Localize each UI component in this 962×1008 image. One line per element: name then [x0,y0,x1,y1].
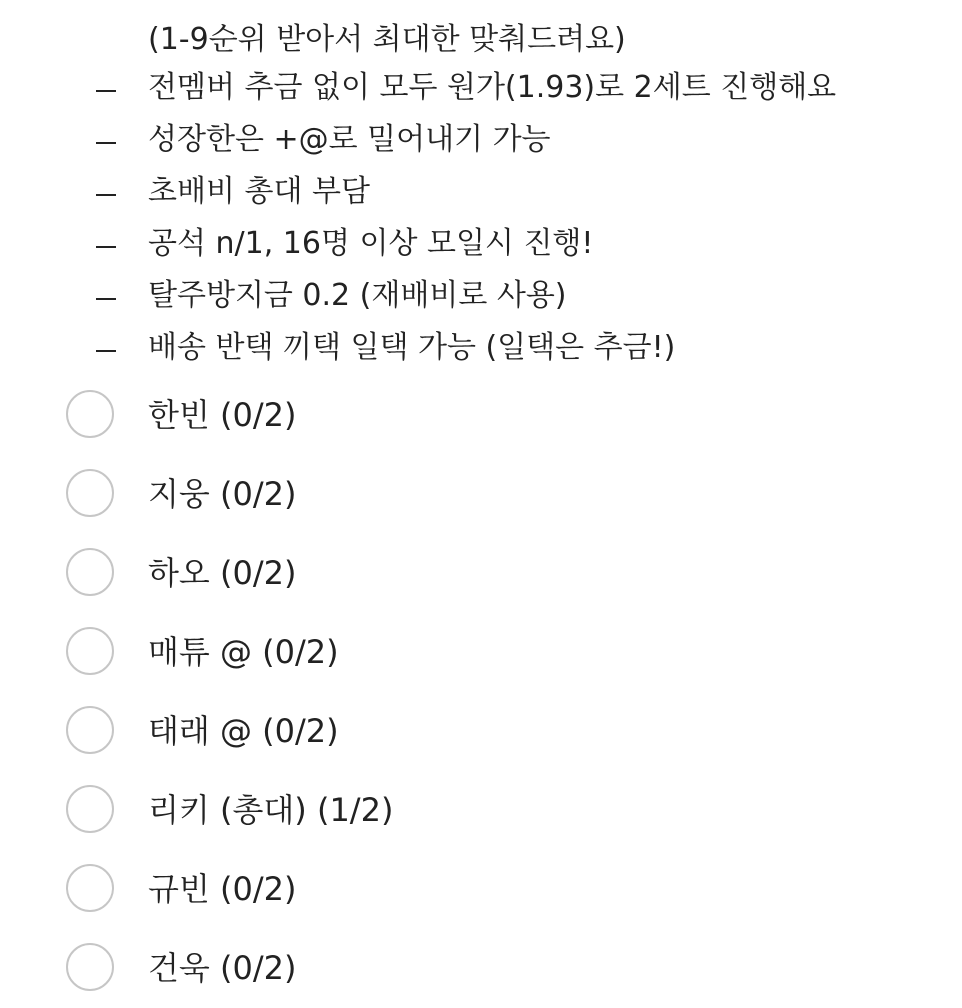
note-bullet-item [0,118,962,170]
note-bullet-list [0,66,962,378]
dash-bullet-icon [96,350,116,352]
note-bullet-item [0,326,962,378]
note-bullet-text: 전멤버 추금 없이 모두 원가(1.93)로 2세트 진행해요 [148,70,837,105]
option-taerae[interactable] [0,692,962,771]
option-hao[interactable] [0,534,962,613]
dash-bullet-icon [96,194,116,196]
dash-bullet-icon [96,298,116,300]
radio-circle-icon[interactable] [66,627,114,675]
note-bullet-text: 초배비 총대 부담 [148,174,370,209]
note-bullet-text: 배송 반택 끼택 일택 가능 (일택은 추금!) [148,330,676,365]
option-label[interactable]: 규빈 (0/2) [148,870,297,908]
note-continuation-text: (1-9순위 받아서 최대한 맞춰드려요) [148,22,626,57]
option-gunwook[interactable] [0,929,962,1008]
option-ricky[interactable] [0,771,962,850]
note-bullet-text: 성장한은 +@로 밀어내기 가능 [148,122,551,157]
note-bullet-item [0,170,962,222]
option-label[interactable]: 리키 (총대) (1/2) [148,791,394,829]
radio-circle-icon[interactable] [66,785,114,833]
option-hanbin[interactable] [0,376,962,455]
note-bullet-text: 탈주방지금 0.2 (재배비로 사용) [148,278,567,313]
radio-circle-icon[interactable] [66,706,114,754]
note-bullet-item [0,274,962,326]
option-label[interactable]: 한빈 (0/2) [148,396,297,434]
option-label[interactable]: 지웅 (0/2) [148,475,297,513]
option-jiwoong[interactable] [0,455,962,534]
dash-bullet-icon [96,246,116,248]
radio-circle-icon[interactable] [66,469,114,517]
option-label[interactable]: 하오 (0/2) [148,554,297,592]
member-option-list [0,376,962,1008]
option-label[interactable]: 태래 @ (0/2) [148,712,339,750]
option-label[interactable]: 건욱 (0/2) [148,949,297,987]
dash-bullet-icon [96,142,116,144]
note-bullet-item [0,222,962,274]
radio-circle-icon[interactable] [66,390,114,438]
dash-bullet-icon [96,90,116,92]
note-bullet-item [0,66,962,118]
option-label[interactable]: 매튜 @ (0/2) [148,633,339,671]
radio-circle-icon[interactable] [66,864,114,912]
radio-circle-icon[interactable] [66,943,114,991]
note-bullet-text: 공석 n/1, 16명 이상 모일시 진행! [148,226,594,261]
option-gyuvin[interactable] [0,850,962,929]
option-matthew[interactable] [0,613,962,692]
radio-circle-icon[interactable] [66,548,114,596]
